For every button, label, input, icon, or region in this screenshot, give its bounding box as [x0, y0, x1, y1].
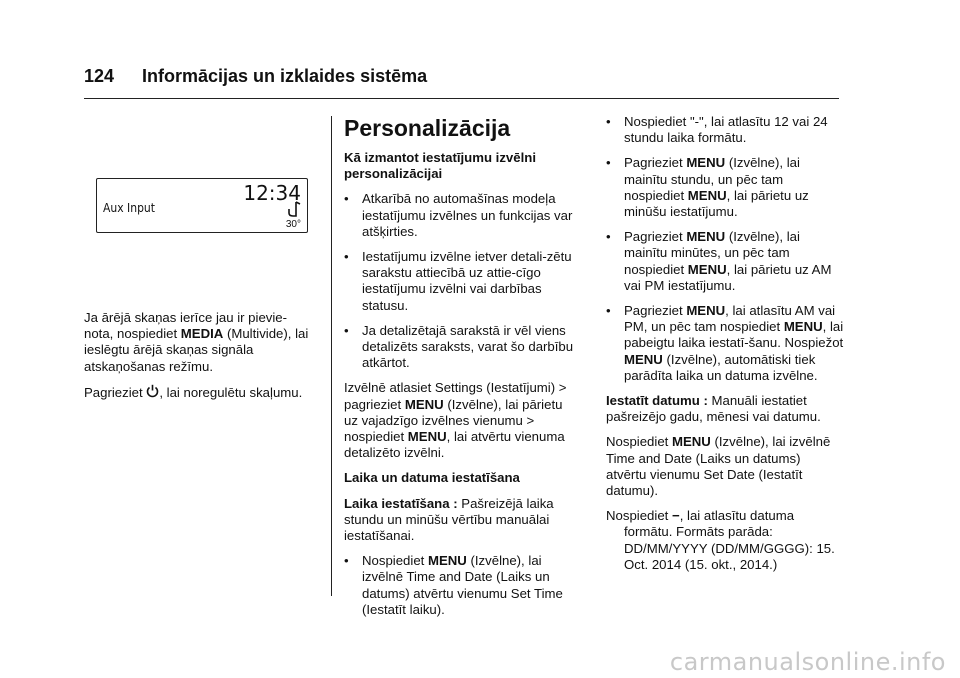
section-title: Personalizācija [344, 115, 511, 141]
paragraph-volume: Pagrieziet , lai noregulētu skaļumu. [84, 384, 303, 400]
paragraph-settings: Izvēlnē atlasiet Settings (Iestatījumi) > pagrieziet MENU (Izvēlne), lai pārietu uz vajadzīgo izvēlnes vienumu > nospiediet MENU, lai atvērtu vienuma detalizēto izvēlni. [344, 380, 567, 461]
list-item: • Iestatījumu izvēlne ietver detali-zētu sarakstu attiecībā uz attie-cīgo iestatījumu izvēlni vai darbības statusu. [344, 249, 572, 313]
display-source-label: Aux Input [103, 201, 155, 215]
list-item: • Pagrieziet MENU, lai atlasītu AM vai PM, un pēc tam nospiediet MENU, lai pabeigtu laika iestatī-šanu. Nospiežot MENU (Izvēlne), automātiski tiek parādīta laika un datuma izvēlne. [606, 303, 844, 383]
column-left [84, 310, 316, 410]
page-title: Informācijas un izklaides sistēma [142, 66, 428, 86]
list-item: • Pagrieziet MENU (Izvēlne), lai mainītu minūtes, un pēc tam nospiediet MENU, lai pārietu uz AM vai PM iestatījumu. [606, 229, 832, 293]
header-divider [84, 98, 839, 99]
column-middle [344, 114, 580, 627]
paragraph-set-date: Nospiediet MENU (Izvēlne), lai izvēlnē Time and Date (Laiks un datums) atvērtu vienumu Set Date (Iestatīt datumu). [606, 434, 831, 499]
list-item: • Pagrieziet MENU (Izvēlne), lai mainītu stundu, un pēc tam nospiediet MENU, lai pārietu uz minūšu iestatījumu. [606, 155, 809, 220]
watermark: carmanualsonline.info [669, 648, 946, 676]
paragraph-aux: Ja ārējā skaņas ierīce jau ir pievie-nota, nospiediet MEDIA (Multivide), lai ieslēgtu ārējā skaņas signāla atskaņošanas režīmu. [84, 310, 309, 374]
list-item: • Atkarībā no automašīnas modeļa iestatījumu izvēlnes un funkcijas var atšķirties. [344, 191, 573, 239]
paragraph-date-setting: Iestatīt datumu : Manuāli iestatiet pašreizējo gadu, mēnesi vai datumu. [606, 393, 821, 425]
paragraph-time-setting: Laika iestatīšana : Pašreizējā laika stundu un minūšu vērtību manuālai iestatīšanai. [344, 495, 554, 544]
list-item: • Ja detalizētajā sarakstā ir vēl viens detalizēts saraksts, varat šo darbību atkārtot. [344, 322, 574, 371]
column-divider [331, 116, 332, 596]
page-number: 124 [84, 66, 115, 86]
paragraph-date-format: Nospiediet −, lai atlasītu datuma formātu. Formāts parāda: DD/MM/YYYY (DD/MM/GGGG): 15. Oct. 2014 (15. okt., 2014.) [606, 508, 835, 572]
power-icon [146, 384, 159, 398]
subheading-time-date: Laika un datuma iestatīšana [344, 470, 520, 486]
column-right [606, 114, 844, 582]
list-item: • Nospiediet "-", lai atlasītu 12 vai 24 stundu laika formātu. [606, 114, 828, 146]
list-item: • Nospiediet MENU (Izvēlne), lai izvēlnē Time and Date (Laiks un datums) atvērtu vienumu Set Time (Iestatīt laiku). [344, 553, 563, 617]
page-header [84, 66, 839, 106]
display-clock: 12:34 [243, 181, 301, 205]
subheading-settings-menu: Kā izmantot iestatījumu izvēlni personalizācijai [344, 150, 536, 182]
display-temperature: 30° [285, 219, 301, 230]
radio-display-illustration [96, 178, 308, 233]
music-note-icon [287, 201, 301, 217]
